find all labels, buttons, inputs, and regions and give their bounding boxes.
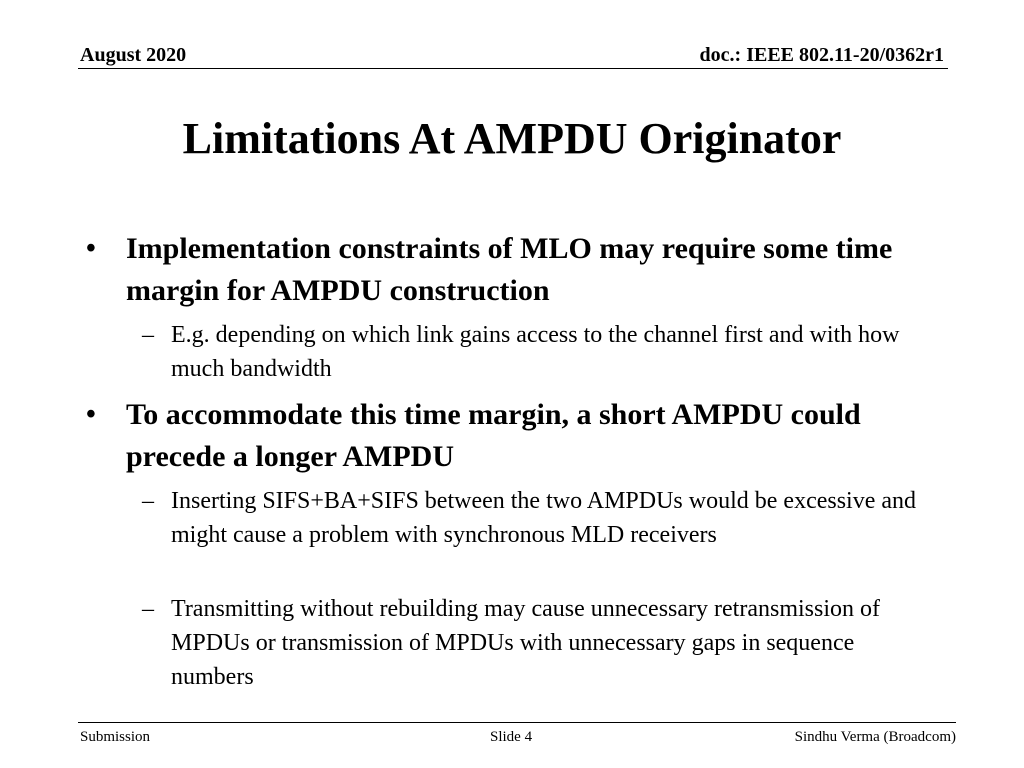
slide-title: Limitations At AMPDU Originator (182, 114, 842, 163)
header-date: August 2020 (80, 44, 187, 66)
bullet-marker: • (86, 399, 96, 430)
bullet-text: To accommodate this time margin, a short AMPDU could precede a longer AMPDU (126, 398, 861, 473)
bullet-marker: • (86, 233, 96, 264)
footer-divider (78, 722, 956, 723)
sub-bullet-marker: – (142, 322, 154, 348)
sub-bullet-text: E.g. depending on which link gains access to the channel first and with how much bandwidth (171, 322, 900, 382)
footer-author: Sindhu Verma (Broadcom) (794, 729, 956, 745)
sub-bullet-text: Inserting SIFS+BA+SIFS between the two AMPDUs would be excessive and might cause a problem with synchronous MLD receivers (171, 488, 917, 548)
footer-slide-number: Slide 4 (490, 729, 533, 745)
sub-bullet-marker: – (142, 596, 154, 622)
bullet-text: Implementation constraints of MLO may require some time margin for AMPDU construction (126, 232, 893, 307)
sub-bullet-marker: – (142, 488, 154, 514)
header-divider (78, 68, 948, 69)
sub-bullet-text: Transmitting without rebuilding may cause unnecessary retransmission of MPDUs or transmission of MPDUs with unnecessary gaps in sequence numbers (171, 596, 880, 690)
header-doc-id: doc.: IEEE 802.11-20/0362r1 (699, 44, 944, 66)
footer-submission: Submission (80, 729, 151, 745)
